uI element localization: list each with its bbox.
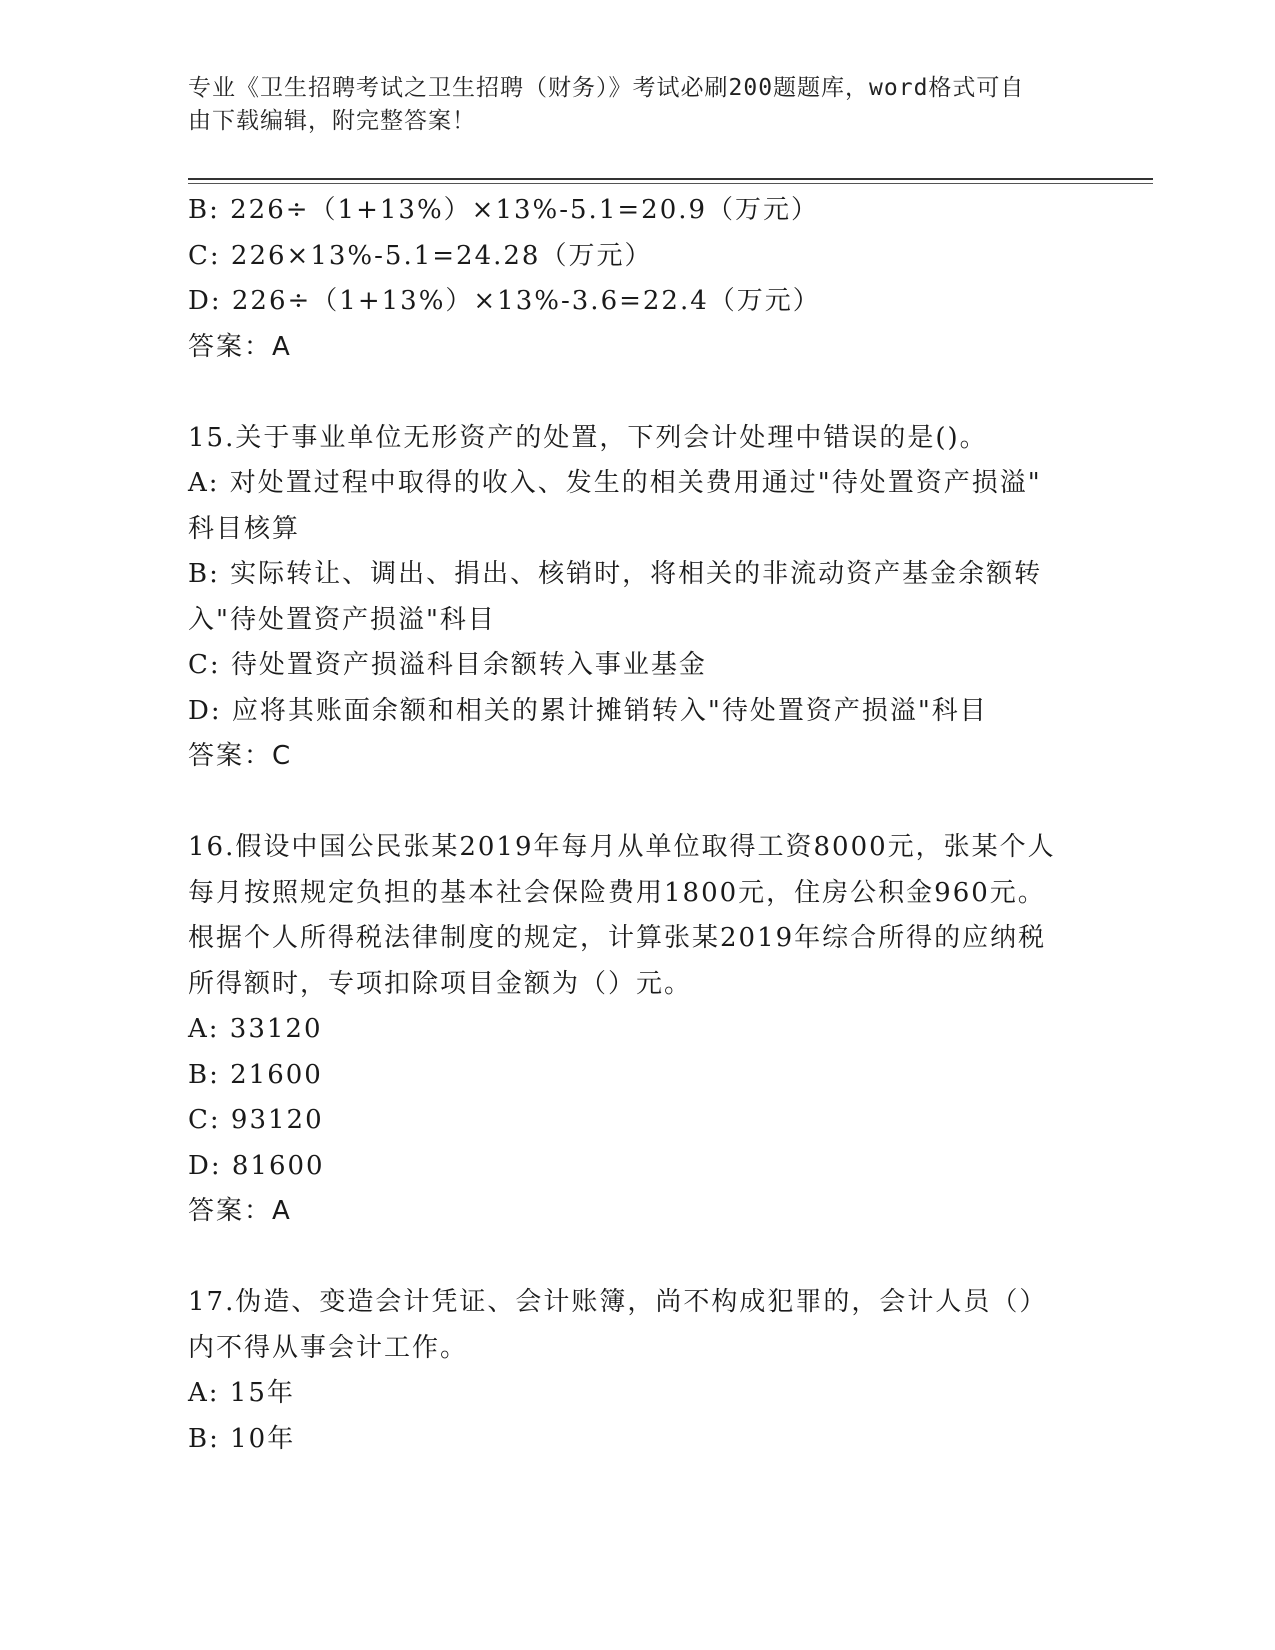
q15-option-a-line-1: A: 对处置过程中取得的收入、发生的相关费用通过"待处置资产损溢": [188, 468, 1042, 498]
question-17: [188, 1280, 1068, 1462]
q16-answer: 答案：A: [188, 1196, 292, 1226]
q15-question: 15.关于事业单位无形资产的处置，下列会计处理中错误的是()。: [188, 422, 988, 453]
q16-option-b: B: 21600: [188, 1059, 323, 1090]
q16-option-d: D: 81600: [188, 1150, 325, 1181]
q17-question-line-1: 17.伪造、变造会计凭证、会计账簿，尚不构成犯罪的，会计人员（）: [188, 1287, 1048, 1317]
q15-option-d: D: 应将其账面余额和相关的累计摊销转入"待处置资产损溢"科目: [188, 695, 988, 726]
spacer: [188, 370, 1068, 416]
q16-option-a: A: 33120: [188, 1014, 323, 1044]
q16-question-line-4: 所得额时，专项扣除项目金额为（）元。: [188, 968, 693, 999]
q14-option-c: C: 226×13%-5.1=24.28（万元）: [188, 240, 653, 271]
header-line-1: 专业《卫生招聘考试之卫生招聘（财务）》考试必刷200题题库，word格式可自: [188, 75, 1025, 101]
q16-option-c: C: 93120: [188, 1105, 324, 1135]
header-divider-thick: [188, 178, 1153, 180]
header-line-2: 由下载编辑，附完整答案！: [188, 108, 476, 134]
question-content: [188, 188, 1068, 1462]
question-14: [188, 188, 1068, 370]
question-16: [188, 825, 1068, 1235]
document-header: [188, 72, 1068, 138]
q17-question-line-2: 内不得从事会计工作。: [188, 1332, 469, 1363]
spacer: [188, 1235, 1068, 1281]
q14-option-b: B: 226÷（1+13%）×13%-5.1=20.9（万元）: [188, 195, 820, 225]
q15-answer: 答案：C: [188, 741, 293, 771]
q15-option-c: C: 待处置资产损溢科目余额转入事业基金: [188, 650, 707, 680]
spacer: [188, 780, 1068, 826]
q14-option-d: D: 226÷（1+13%）×13%-3.6=22.4（万元）: [188, 286, 821, 316]
q15-option-b-line-2: 入"待处置资产损溢"科目: [188, 604, 496, 635]
q16-question-line-2: 每月按照规定负担的基本社会保险费用1800元，住房公积金960元。: [188, 877, 1046, 908]
q14-answer: 答案：A: [188, 331, 292, 362]
q16-question-line-3: 根据个人所得税法律制度的规定，计算张某2019年综合所得的应纳税: [188, 923, 1047, 953]
header-divider-thin: [188, 183, 1153, 184]
q16-question-line-1: 16.假设中国公民张某2019年每月从单位取得工资8000元，张某个人: [188, 832, 1056, 862]
q15-option-a-line-2: 科目核算: [188, 513, 301, 544]
q17-option-b: B: 10年: [188, 1423, 296, 1454]
question-15: [188, 416, 1068, 780]
q15-option-b-line-1: B: 实际转让、调出、捐出、核销时，将相关的非流动资产基金余额转: [188, 559, 1043, 589]
q17-option-a: A: 15年: [188, 1378, 295, 1408]
